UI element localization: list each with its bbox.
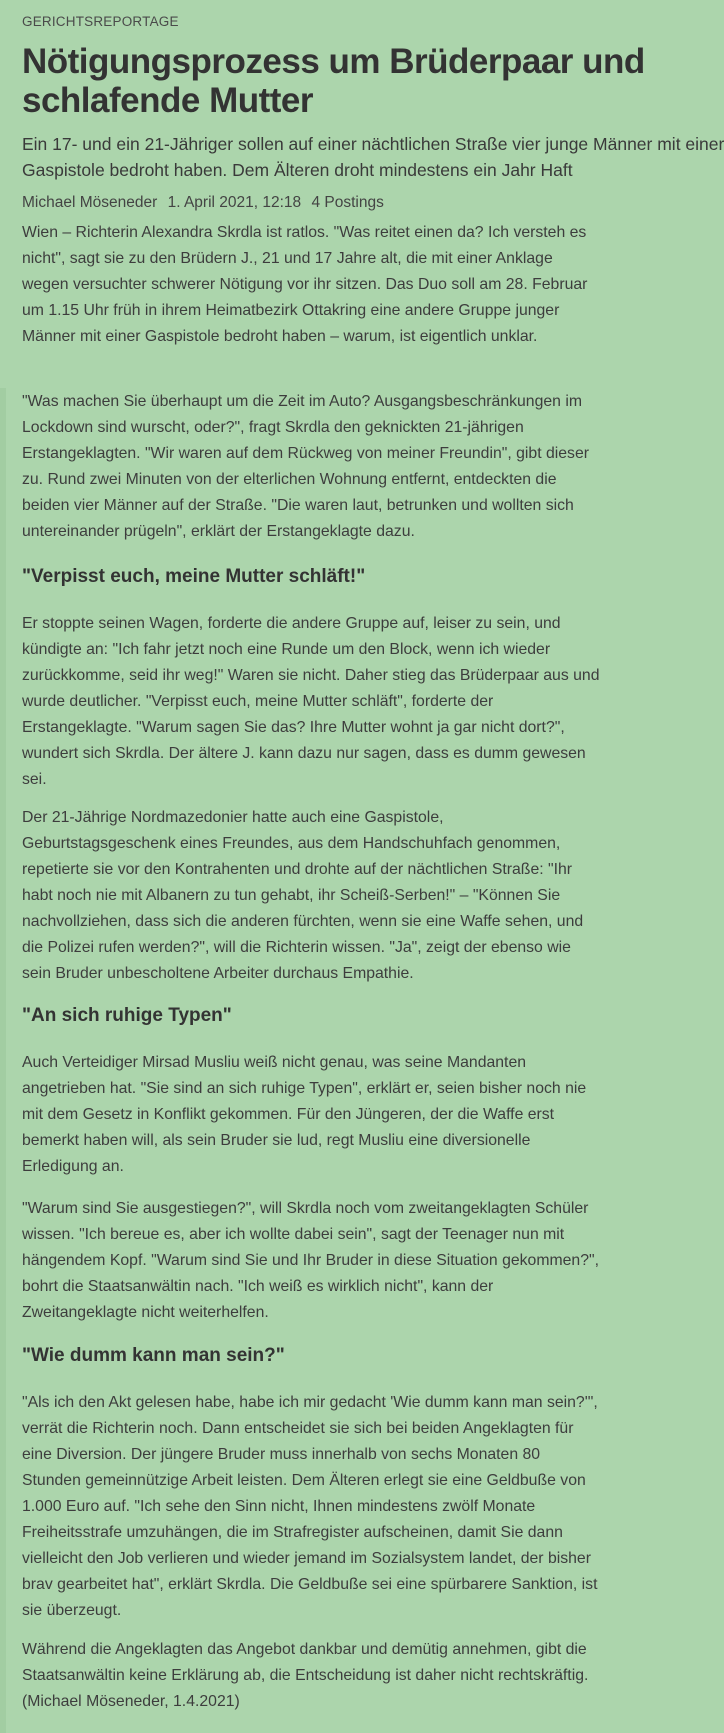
paragraph-8 xyxy=(22,1637,588,1715)
headline-line: Nötigungsprozess um Brüderpaar und xyxy=(22,42,645,81)
paragraph-line: eine Diversion. Der jüngere Bruder muss innerhalb von sechs Monaten 80 xyxy=(22,1446,541,1463)
paragraph-line: angetrieben hat. "Sie sind an sich ruhige Typen", erklärt er, seien bisher noch nie xyxy=(22,1080,587,1097)
headline xyxy=(22,42,652,120)
paragraph-line: zu. Rund zwei Minuten von der elterlichen Wohnung entfernt, entdeckten die xyxy=(22,471,557,488)
paragraph-line: brav gearbeitet hat", erklärt Skrdla. Die Geldbuße sei eine spürbarere Sanktion, ist xyxy=(22,1576,598,1593)
paragraph-line: habt noch nie mit Albanern zu tun gehabt, ihr Scheiß-Serben!" – "Können Sie xyxy=(22,887,561,904)
paragraph-line: Stunden gemeinnützige Arbeit leisten. Dem Älteren erlegt sie eine Geldbuße von xyxy=(22,1472,586,1489)
paragraph-line: Erstangeklagte. "Warum sagen Sie das? Ihre Mutter wohnt ja gar nicht dort?", xyxy=(22,719,565,736)
paragraph-line: Geburtstagsgeschenk eines Freundes, aus dem Handschuhfach genommen, xyxy=(22,835,561,852)
subheading-3: "Wie dumm kann man sein?" xyxy=(22,1345,285,1366)
paragraph-2 xyxy=(22,389,589,545)
paragraph-line: Wien – Richterin Alexandra Skrdla ist ratlos. "Was reitet einen da? Ich versteh es xyxy=(22,224,587,241)
paragraph-6 xyxy=(22,1196,599,1326)
paragraph-line: (Michael Möseneder, 1.4.2021) xyxy=(22,1693,240,1710)
teaser xyxy=(22,131,724,183)
paragraph-line: Auch Verteidiger Mirsad Musliu weiß nicht genau, was seine Mandanten xyxy=(22,1054,527,1071)
paragraph-line: bohrt die Staatsanwältin nach. "Ich weiß es wirklich nicht", kann der xyxy=(22,1278,494,1295)
subheading-2: "An sich ruhige Typen" xyxy=(22,1005,232,1026)
teaser-line: Ein 17- und ein 21-Jähriger sollen auf einer nächtlichen Straße vier junge Männer mit einer xyxy=(22,134,724,154)
paragraph-line: sein Bruder unbescholtene Arbeiter durchaus Empathie. xyxy=(22,965,414,982)
side-strip xyxy=(0,388,6,1733)
paragraph-line: Erstangeklagten. "Wir waren auf dem Rückweg von meiner Freundin", gibt dieser xyxy=(22,445,590,462)
paragraph-5 xyxy=(22,1050,586,1180)
paragraph-line: Erledigung an. xyxy=(22,1158,124,1175)
paragraph-line: sie überzeugt. xyxy=(22,1602,122,1619)
paragraph-line: Er stoppte seinen Wagen, forderte die andere Gruppe auf, leiser zu sein, und xyxy=(22,615,561,632)
paragraph-line: kündigte an: "Ich fahr jetzt noch eine Runde um den Block, wenn ich wieder xyxy=(22,641,551,658)
article-meta xyxy=(22,194,384,212)
paragraph-line: mit dem Gesetz in Konflikt gekommen. Für den Jüngeren, der die Waffe erst xyxy=(22,1106,555,1123)
paragraph-line: "Warum sind Sie ausgestiegen?", will Skrdla noch vom zweitangeklagten Schüler xyxy=(22,1200,589,1217)
paragraph-line: beiden vier Männer auf der Straße. "Die waren laut, betrunken und wollten sich xyxy=(22,497,574,514)
paragraph-line: untereinander prügeln", erklärt der Erstangeklagte dazu. xyxy=(22,523,415,540)
kicker[interactable]: GERICHTSREPORTAGE xyxy=(22,14,179,29)
paragraph-line: Männer mit einer Gaspistole bedroht haben – warum, ist eigentlich unklar. xyxy=(22,328,538,345)
paragraph-line: Der 21-Jährige Nordmazedonier hatte auch eine Gaspistole, xyxy=(22,809,444,826)
paragraph-3 xyxy=(22,611,600,793)
paragraph-line: verrät die Richterin noch. Dann entscheidet sie sich bei beiden Angeklagten für xyxy=(22,1420,574,1437)
paragraph-line: zurückkomme, seid ihr weg!" Waren sie nicht. Daher stieg das Brüderpaar aus und xyxy=(22,667,600,684)
paragraph-line: Während die Angeklagten das Angebot dankbar und demütig annehmen, gibt die xyxy=(22,1641,587,1658)
paragraph-line: wundert sich Skrdla. Der ältere J. kann dazu nur sagen, dass es dumm gewesen xyxy=(22,745,586,762)
paragraph-line: Staatsanwältin keine Erklärung ab, die Entscheidung ist daher nicht rechtskräftig. xyxy=(22,1667,589,1684)
paragraph-line: vielleicht den Job verlieren und wieder jemand im Sozialsystem landet, der bisher xyxy=(22,1550,591,1567)
paragraph-line: wissen. "Ich bereue es, aber ich wollte dabei sein", sagt der Teenager nun mit xyxy=(22,1226,565,1243)
paragraph-line: wurde deutlicher. "Verpisst euch, meine Mutter schläft", forderte der xyxy=(22,693,494,710)
paragraph-line: Freiheitsstrafe umzuhängen, die im Strafregister aufscheinen, damit Sie dann xyxy=(22,1524,563,1541)
paragraph-line: sei. xyxy=(22,771,47,788)
subheading-1: "Verpisst euch, meine Mutter schläft!" xyxy=(22,566,366,587)
paragraph-line: Zweitangeklagte nicht weiterhelfen. xyxy=(22,1304,269,1321)
teaser-line: Gaspistole bedroht haben. Dem Älteren droht mindestens ein Jahr Haft xyxy=(22,160,573,180)
paragraph-line: hängendem Kopf. "Warum sind Sie und Ihr Bruder in diese Situation gekommen?", xyxy=(22,1252,600,1269)
paragraph-line: 1.000 Euro auf. "Ich sehe den Sinn nicht, Ihnen mindestens zwölf Monate xyxy=(22,1498,536,1515)
paragraph-line: die Polizei rufen werden?", will die Richterin wissen. "Ja", zeigt der ebenso wie xyxy=(22,939,571,956)
paragraph-7 xyxy=(22,1390,598,1624)
author-link[interactable]: Michael Möseneder xyxy=(22,194,158,211)
paragraph-4 xyxy=(22,805,583,987)
paragraph-line: wegen versuchter schwerer Nötigung vor ihr sitzen. Das Duo soll am 28. Februar xyxy=(22,276,588,293)
paragraph-line: "Was machen Sie überhaupt um die Zeit im Auto? Ausgangsbeschränkungen im xyxy=(22,393,582,410)
headline-line: schlafende Mutter xyxy=(22,81,313,120)
paragraph-1 xyxy=(22,220,587,350)
paragraph-line: repetierte sie vor den Kontrahenten und drohte auf der nächtlichen Straße: "Ihr xyxy=(22,861,573,878)
paragraph-line: bemerkt haben will, als sein Bruder sie lud, regt Musliu eine diversionelle xyxy=(22,1132,531,1149)
publish-date: 1. April 2021, 12:18 xyxy=(167,194,302,211)
paragraph-line: Lockdown sind wurscht, oder?", fragt Skrdla den geknickten 21-jährigen xyxy=(22,419,524,436)
paragraph-line: nicht", sagt sie zu den Brüdern J., 21 und 17 Jahre alt, die mit einer Anklage xyxy=(22,250,553,267)
postings-link[interactable]: 4 Postings xyxy=(311,194,384,211)
paragraph-line: nachvollziehen, dass sich die anderen fürchten, wenn sie eine Waffe sehen, und xyxy=(22,913,584,930)
paragraph-line: um 1.15 Uhr früh in ihrem Heimatbezirk Ottakring eine andere Gruppe junger xyxy=(22,302,560,319)
paragraph-line: "Als ich den Akt gelesen habe, habe ich mir gedacht 'Wie dumm kann man sein?'", xyxy=(22,1394,598,1411)
